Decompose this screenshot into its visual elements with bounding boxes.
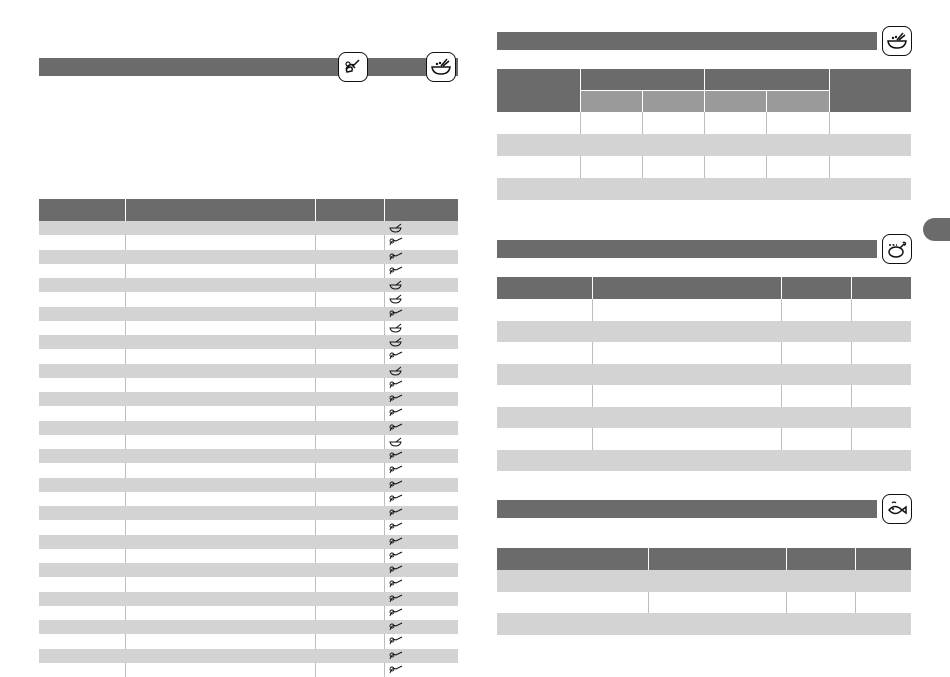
vegetable-steamer-icon [388, 451, 404, 461]
cell-divider [384, 435, 385, 449]
cell-divider [384, 520, 385, 534]
vegetable-steamer-icon [388, 622, 404, 632]
cell-divider [829, 112, 830, 134]
cell-divider [315, 406, 316, 420]
vegetable-steamer-icon [388, 651, 404, 661]
fish-header-divider [855, 548, 856, 570]
left-header-divider [125, 199, 126, 221]
cell-divider [704, 156, 705, 178]
left-section-header-bar [39, 58, 458, 76]
table-row [497, 570, 911, 592]
table-row [497, 321, 911, 342]
cell-divider [315, 549, 316, 563]
cell-divider [851, 385, 852, 407]
poultry-header-divider [592, 277, 593, 299]
cell-divider [125, 378, 126, 392]
cell-divider [384, 264, 385, 278]
vegetable-steamer-icon [388, 608, 404, 618]
cell-divider [315, 606, 316, 620]
vegetable-steamer-icon [388, 537, 404, 547]
fish-section-header-bar [497, 500, 877, 518]
vegetable-steamer-icon [388, 237, 404, 247]
cell-divider [384, 349, 385, 363]
cell-divider [125, 406, 126, 420]
table-row [497, 428, 911, 450]
vegetable-steamer-icon [388, 266, 404, 276]
cell-divider [592, 385, 593, 407]
cell-divider [315, 264, 316, 278]
left-header-divider [315, 199, 316, 221]
vegetable-steamer-icon [388, 522, 404, 532]
table-row [497, 134, 911, 156]
vegetable-steamer-icon [388, 309, 404, 319]
cell-divider [125, 292, 126, 306]
table-row [497, 178, 911, 200]
left-table-header [39, 199, 458, 221]
vegetable-steamer-icon [338, 52, 368, 82]
cell-divider [315, 321, 316, 335]
cell-divider [384, 549, 385, 563]
table-row [497, 613, 911, 635]
cell-divider [315, 463, 316, 477]
cell-divider [851, 428, 852, 450]
vegetable-steamer-icon [388, 408, 404, 418]
vegetable-steamer-icon [388, 579, 404, 589]
cell-divider [648, 592, 649, 613]
cell-divider [315, 663, 316, 677]
cell-divider [315, 235, 316, 249]
vegetable-steamer-icon [388, 465, 404, 475]
chapter-tab [923, 218, 950, 241]
cell-divider [125, 520, 126, 534]
cell-divider [766, 156, 767, 178]
cell-divider [384, 406, 385, 420]
table-row [497, 299, 911, 321]
table-row [497, 364, 911, 385]
vegetable-steamer-icon [388, 351, 404, 361]
poultry-header-divider [781, 277, 782, 299]
cell-divider [384, 492, 385, 506]
cell-divider [829, 156, 830, 178]
vegetable-steamer-icon [388, 252, 404, 262]
cell-divider [384, 463, 385, 477]
rice-bowl-icon [882, 26, 912, 56]
cell-divider [384, 606, 385, 620]
table-row [497, 592, 911, 613]
table-row [497, 342, 911, 364]
vegetable-steamer-icon [388, 636, 404, 646]
cell-divider [384, 321, 385, 335]
rice-bowl-icon [426, 52, 456, 82]
cell-divider [125, 321, 126, 335]
cell-divider [125, 577, 126, 591]
cell-divider [125, 606, 126, 620]
fish-icon [882, 494, 912, 524]
table-row [497, 385, 911, 407]
cell-divider [315, 292, 316, 306]
cell-divider [851, 342, 852, 364]
cell-divider [384, 634, 385, 648]
cell-divider [125, 549, 126, 563]
cell-divider [384, 663, 385, 677]
left-header-divider [384, 199, 385, 221]
cell-divider [781, 428, 782, 450]
fish-table-header [497, 548, 911, 570]
cell-divider [125, 492, 126, 506]
vegetable-steamer-icon [388, 551, 404, 561]
cell-divider [125, 349, 126, 363]
table-row [497, 450, 911, 471]
cell-divider [786, 592, 787, 613]
cell-divider [851, 299, 852, 321]
rice-header-divider [829, 69, 830, 112]
cell-divider [315, 634, 316, 648]
vegetable-steamer-icon [388, 508, 404, 518]
cell-divider [580, 112, 581, 134]
rice-subheader-line [580, 90, 829, 91]
cell-divider [704, 112, 705, 134]
cell-divider [855, 592, 856, 613]
cell-divider [315, 520, 316, 534]
cell-divider [781, 299, 782, 321]
poultry-section-header-bar [497, 240, 877, 258]
cell-divider [781, 385, 782, 407]
cell-divider [766, 112, 767, 134]
vegetable-steamer-icon [388, 665, 404, 675]
rice-bowl-icon [388, 323, 404, 333]
rice-bowl-icon [388, 437, 404, 447]
rice-bowl-icon [388, 337, 404, 347]
fish-header-divider [786, 548, 787, 570]
cell-divider [315, 492, 316, 506]
cell-divider [384, 577, 385, 591]
cell-divider [592, 428, 593, 450]
vegetable-steamer-icon [388, 480, 404, 490]
chicken-icon [882, 234, 912, 264]
cell-divider [642, 156, 643, 178]
rice-bowl-icon [388, 366, 404, 376]
vegetable-steamer-icon [388, 594, 404, 604]
vegetable-steamer-icon [388, 380, 404, 390]
vegetable-steamer-icon [388, 565, 404, 575]
cell-divider [315, 378, 316, 392]
cell-divider [125, 663, 126, 677]
poultry-table-header [497, 277, 911, 299]
poultry-header-divider [851, 277, 852, 299]
cell-divider [125, 463, 126, 477]
vegetable-steamer-icon [388, 394, 404, 404]
rice-bowl-icon [388, 223, 404, 233]
rice-header-divider [642, 91, 643, 112]
cell-divider [125, 235, 126, 249]
vegetable-steamer-icon [388, 423, 404, 433]
cell-divider [781, 342, 782, 364]
cell-divider [580, 156, 581, 178]
fish-header-divider [648, 548, 649, 570]
cell-divider [125, 435, 126, 449]
cell-divider [592, 342, 593, 364]
cell-divider [642, 112, 643, 134]
table-row [497, 407, 911, 428]
cell-divider [125, 634, 126, 648]
cell-divider [592, 299, 593, 321]
rice-bowl-icon [388, 294, 404, 304]
rice-header-divider [766, 91, 767, 112]
rice-section-header-bar [497, 32, 877, 50]
cell-divider [315, 577, 316, 591]
cell-divider [384, 378, 385, 392]
rice-bowl-icon [388, 280, 404, 290]
cell-divider [315, 349, 316, 363]
cell-divider [384, 235, 385, 249]
cell-divider [384, 292, 385, 306]
cell-divider [315, 435, 316, 449]
cell-divider [125, 264, 126, 278]
vegetable-steamer-icon [388, 494, 404, 504]
